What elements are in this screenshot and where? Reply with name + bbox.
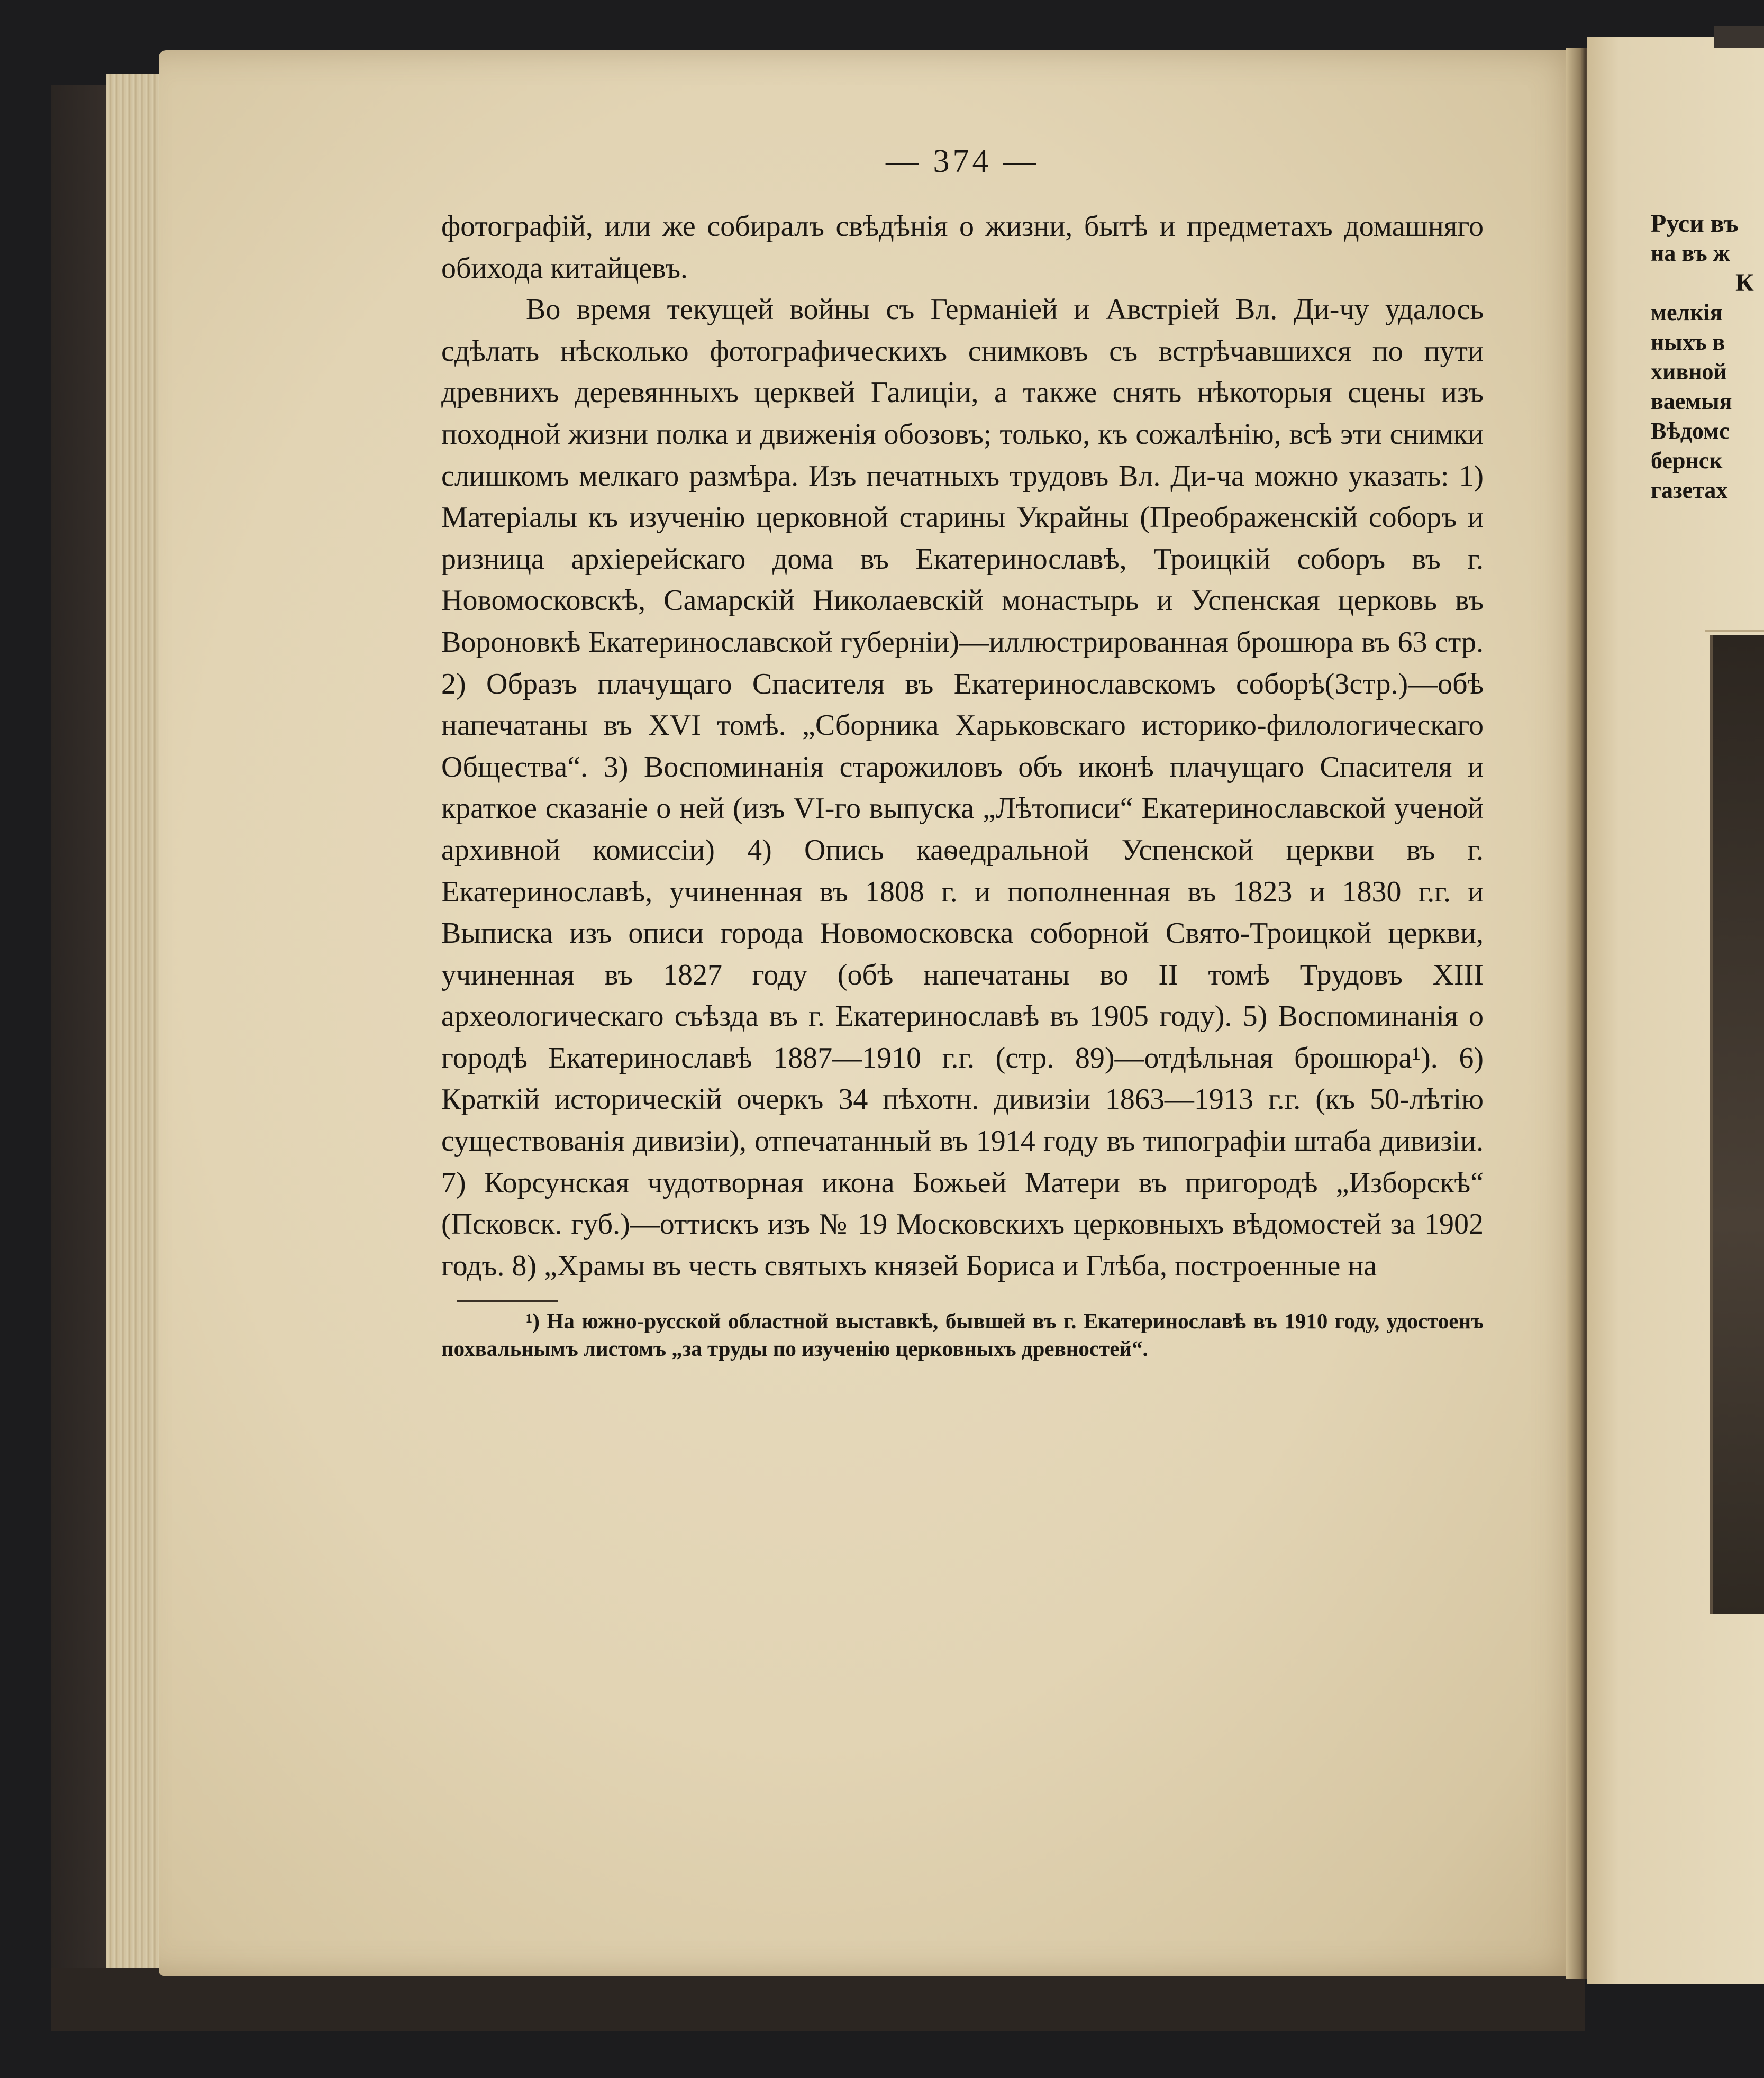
right-line: газетах bbox=[1651, 477, 1728, 503]
paragraph-1: фотографій, или же собиралъ свѣдѣнія о жизни, бытѣ и предметахъ домашняго обихода китайцевъ. bbox=[441, 210, 1484, 285]
book-cover-bottom bbox=[51, 1968, 1585, 2031]
right-line: ныхъ в bbox=[1651, 329, 1725, 355]
footnote-text: ¹) На южно-русской областной выставкѣ, бывшей въ г. Екатеринославѣ въ 1910 году, удостоенъ похвальнымъ листомъ „за труды по изученію церковныхъ древностей“. bbox=[441, 1309, 1484, 1361]
footnote bbox=[441, 1307, 1484, 1362]
left-page-text bbox=[441, 143, 1484, 1362]
right-line: на въ ж bbox=[1651, 240, 1730, 266]
right-line: ваемыя bbox=[1651, 388, 1732, 414]
page-number: — 374 — bbox=[886, 143, 1039, 179]
right-line: Вѣдомс bbox=[1651, 418, 1730, 444]
right-line: Руси въ bbox=[1651, 209, 1739, 238]
footnote-rule bbox=[457, 1300, 558, 1302]
right-line: бернск bbox=[1651, 448, 1723, 473]
photograph bbox=[1710, 635, 1764, 1614]
paragraph-2: Во время текущей войны съ Германіей и Австріей Вл. Ди-чу удалось сдѣлать нѣсколько фотографическихъ снимковъ съ встрѣчавшихся по пути древнихъ деревянныхъ церквей Галиціи, а также снять нѣкоторыя сцены изъ походной жизни полка и движенія обозовъ; только, къ сожалѣнію, всѣ эти снимки слишкомъ мелкаго размѣра. Изъ печатныхъ трудовъ Вл. Ди-ча можно указать: 1) Матеріалы къ изученію церковной старины Украйны (Преображенскій соборъ и ризница архіерейскаго дома въ Екатеринославѣ, Троицкій соборъ въ г. Новомосковскѣ, Самарскій Николаевскій монастырь и Успенская церковь въ Вороновкѣ Екатеринославской губерніи)—иллюстрированная брошюра въ 63 стр. 2) Образъ плачущаго Спасителя въ Екатеринославскомъ соборѣ(3стр.)—обѣ напечатаны въ XVI томѣ. „Сборника Харьковскаго историко-филологическаго Общества“. 3) Воспоминанія старожиловъ объ иконѣ плачущаго Спасителя и краткое сказаніе о ней (изъ VI-го выпуска „Лѣтописи“ Екатеринославской ученой архивной комиссіи) 4) Опись каѳедральной Успенской церкви въ г. Екатеринославѣ, учиненная въ 1808 г. и пополненная въ 1823 и 1830 г.г. и Выписка изъ описи города Новомосковска соборной Свято-Троицкой церкви, учиненная въ 1827 году (обѣ напечатаны во II томѣ Трудовъ XIII археологическаго съѣзда въ г. Екатеринославѣ въ 1905 году). 5) Воспоминанія о городѣ Екатеринославѣ 1887—1910 г.г. (стр. 89)—отдѣльная брошюра¹). 6) Краткій историческій очеркъ 34 пѣхотн. дивизіи 1863—1913 г.г. (къ 50-лѣтію существованія дивизіи), отпечатанный въ 1914 году въ типографіи штаба дивизіи. 7) Корсунская чудотворная икона Божьей Матери въ пригородѣ „Изборскѣ“ (Псковск. губ.)—оттискъ изъ № 19 Московскихъ церковныхъ вѣдомостей за 1902 годъ. 8) „Храмы въ честь святыхъ князей Бориса и Глѣба, построенные на bbox=[441, 293, 1484, 1282]
right-page-text bbox=[1651, 209, 1764, 505]
right-page-corner-shadow bbox=[1714, 26, 1764, 48]
right-line: К bbox=[1735, 269, 1754, 297]
right-line: мелкія bbox=[1651, 299, 1723, 325]
right-line: хивной bbox=[1651, 359, 1727, 385]
